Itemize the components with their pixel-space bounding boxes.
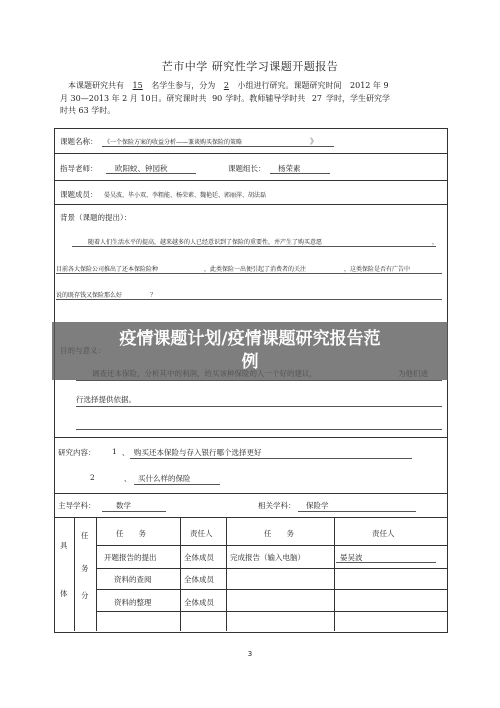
background-underline [56,273,442,274]
overlay-title-line-1: 疫情课题计划/疫情课题研究报告范 [119,329,381,349]
table-row-divider [96,568,448,569]
topic-label: 课题名称： [60,137,98,146]
row-divider [54,493,448,494]
table-divider [74,517,75,631]
intro-text: 名学生参与，分为 [151,81,216,90]
table-header: 任 务 [116,529,146,538]
content-label: 研究内容： [58,448,96,457]
table-divider [96,517,97,631]
topic-close: 》 [310,137,318,146]
background-underline [56,299,442,300]
row-divider [54,153,448,154]
intro-text: 日。研究课时共 [150,94,207,103]
background-line-1-end: ， [432,239,439,246]
topic-underline [102,146,334,147]
row-divider [54,517,448,518]
table-cell: 资料的查阅 [114,575,152,584]
side-label: 务 [81,564,89,573]
content-item-number: 2 [90,473,95,482]
background-underline [72,246,436,247]
background-line-3: 说的既存钱又保险那么好 [56,292,123,299]
overlay-title [52,328,448,374]
page-title: 芒市中学 研究性学习课题开题报告 [161,60,339,73]
intro-line-3: 时共 63 学时。 [60,106,116,115]
purpose-line-2: 行选择提供依据。 [76,395,136,404]
advisor-underline [106,173,196,174]
side-label: 分 [81,591,89,600]
table-cell: 晏吴波 [340,553,363,562]
intro-line-1 [68,80,448,92]
table-cell: 全体成员 [184,575,214,584]
group-count: 2 [223,81,229,90]
table-cell: 完成报告（输入电脑） [230,553,305,562]
end-date: 2013 年 2 月 10 [88,94,151,103]
table-cell: 全体成员 [184,553,214,562]
table-divider [226,517,227,631]
table-divider [180,517,181,631]
row-divider [54,180,448,181]
table-header: 责任人 [372,529,395,538]
content-item-1: 购买还本保险与存入银行哪个选择更好 [134,448,262,457]
table-row-divider [96,589,448,590]
content-item-2: 买什么样的保险 [138,474,191,483]
start-date: 2012 年 9 [350,81,389,90]
intro-text: — [80,94,89,103]
intro-text: 小组进行研究。课题研究时间 [237,81,342,90]
main-subject-value: 数学 [116,501,131,510]
purpose-underline [76,406,442,407]
background-line-2b: ，此类保险一出便引起了消费者的关注 [204,266,307,273]
content-underline [134,484,220,485]
table-cell: 资料的整理 [114,598,152,607]
background-label: 背景（课题的提出）： [60,213,132,222]
subject-underline [102,511,166,512]
purpose-underline [76,380,442,381]
intro-line-2 [60,93,450,105]
table-row-divider [96,611,448,612]
background-line-3-end: ？ [150,292,157,299]
topic-value: 《一个保险方案的收益分析——兼谈购买保险的策略 [104,139,243,146]
table-header: 责任人 [190,529,213,538]
page-number: 3 [247,650,253,658]
advisor-value: 欧阳蛟、钟园秋 [115,164,168,173]
background-line-1: 随着人们生活水平的提高，越来越多的人已经意识到了保险的重要性，并产生了购买意愿 [88,239,323,246]
table-row-divider [96,545,448,546]
row-divider [54,437,448,438]
intro-text: 本课题研究共有 [68,81,124,90]
leader-label: 课题组长： [228,164,266,173]
table-cell: 全体成员 [184,598,214,607]
student-count: 15 [132,81,143,90]
members-label: 课题成员： [60,190,98,199]
background-line-2c: ，这类保险是否有广告中 [344,266,411,273]
table-cell: 开题报告的提出 [104,553,157,562]
main-subject-label: 主导学科： [58,501,96,510]
purpose-underline [76,429,442,430]
leader-value: 杨荣素 [278,164,301,173]
table-divider [334,517,335,631]
leader-underline [270,173,330,174]
row-divider [54,204,448,205]
content-item-sep: 、 [122,448,130,457]
side-label: 具 [60,541,68,550]
members-value: 晏吴波、毕小双、李粗能、杨荣素、魏艳廷、郭丽萍、胡法磊 [104,192,267,199]
intro-text: 学时，学生研究学 [326,94,391,103]
advisor-label: 指导老师： [60,164,98,173]
side-label: 体 [60,589,68,598]
overlay-title-line-2: 例 [241,352,259,372]
content-item-number: 1 [112,447,117,456]
cell-underline [336,562,436,563]
table-header: 任 务 [264,529,294,538]
background-line-2a: 目前各大保险公司推出了还本保险险种 [56,266,159,273]
related-subject-value: 保险学 [306,501,329,510]
side-label: 任 [81,531,89,540]
teacher-hours: 27 [311,94,323,103]
intro-text: 月 30 [60,94,81,103]
intro-text: 学时。教师辅导学时共 [225,94,306,103]
class-hours: 90 [212,94,223,103]
related-subject-label: 相关学科： [258,501,296,510]
subject-underline [298,511,416,512]
content-underline [130,458,412,459]
content-item-sep: 、 [124,474,132,483]
